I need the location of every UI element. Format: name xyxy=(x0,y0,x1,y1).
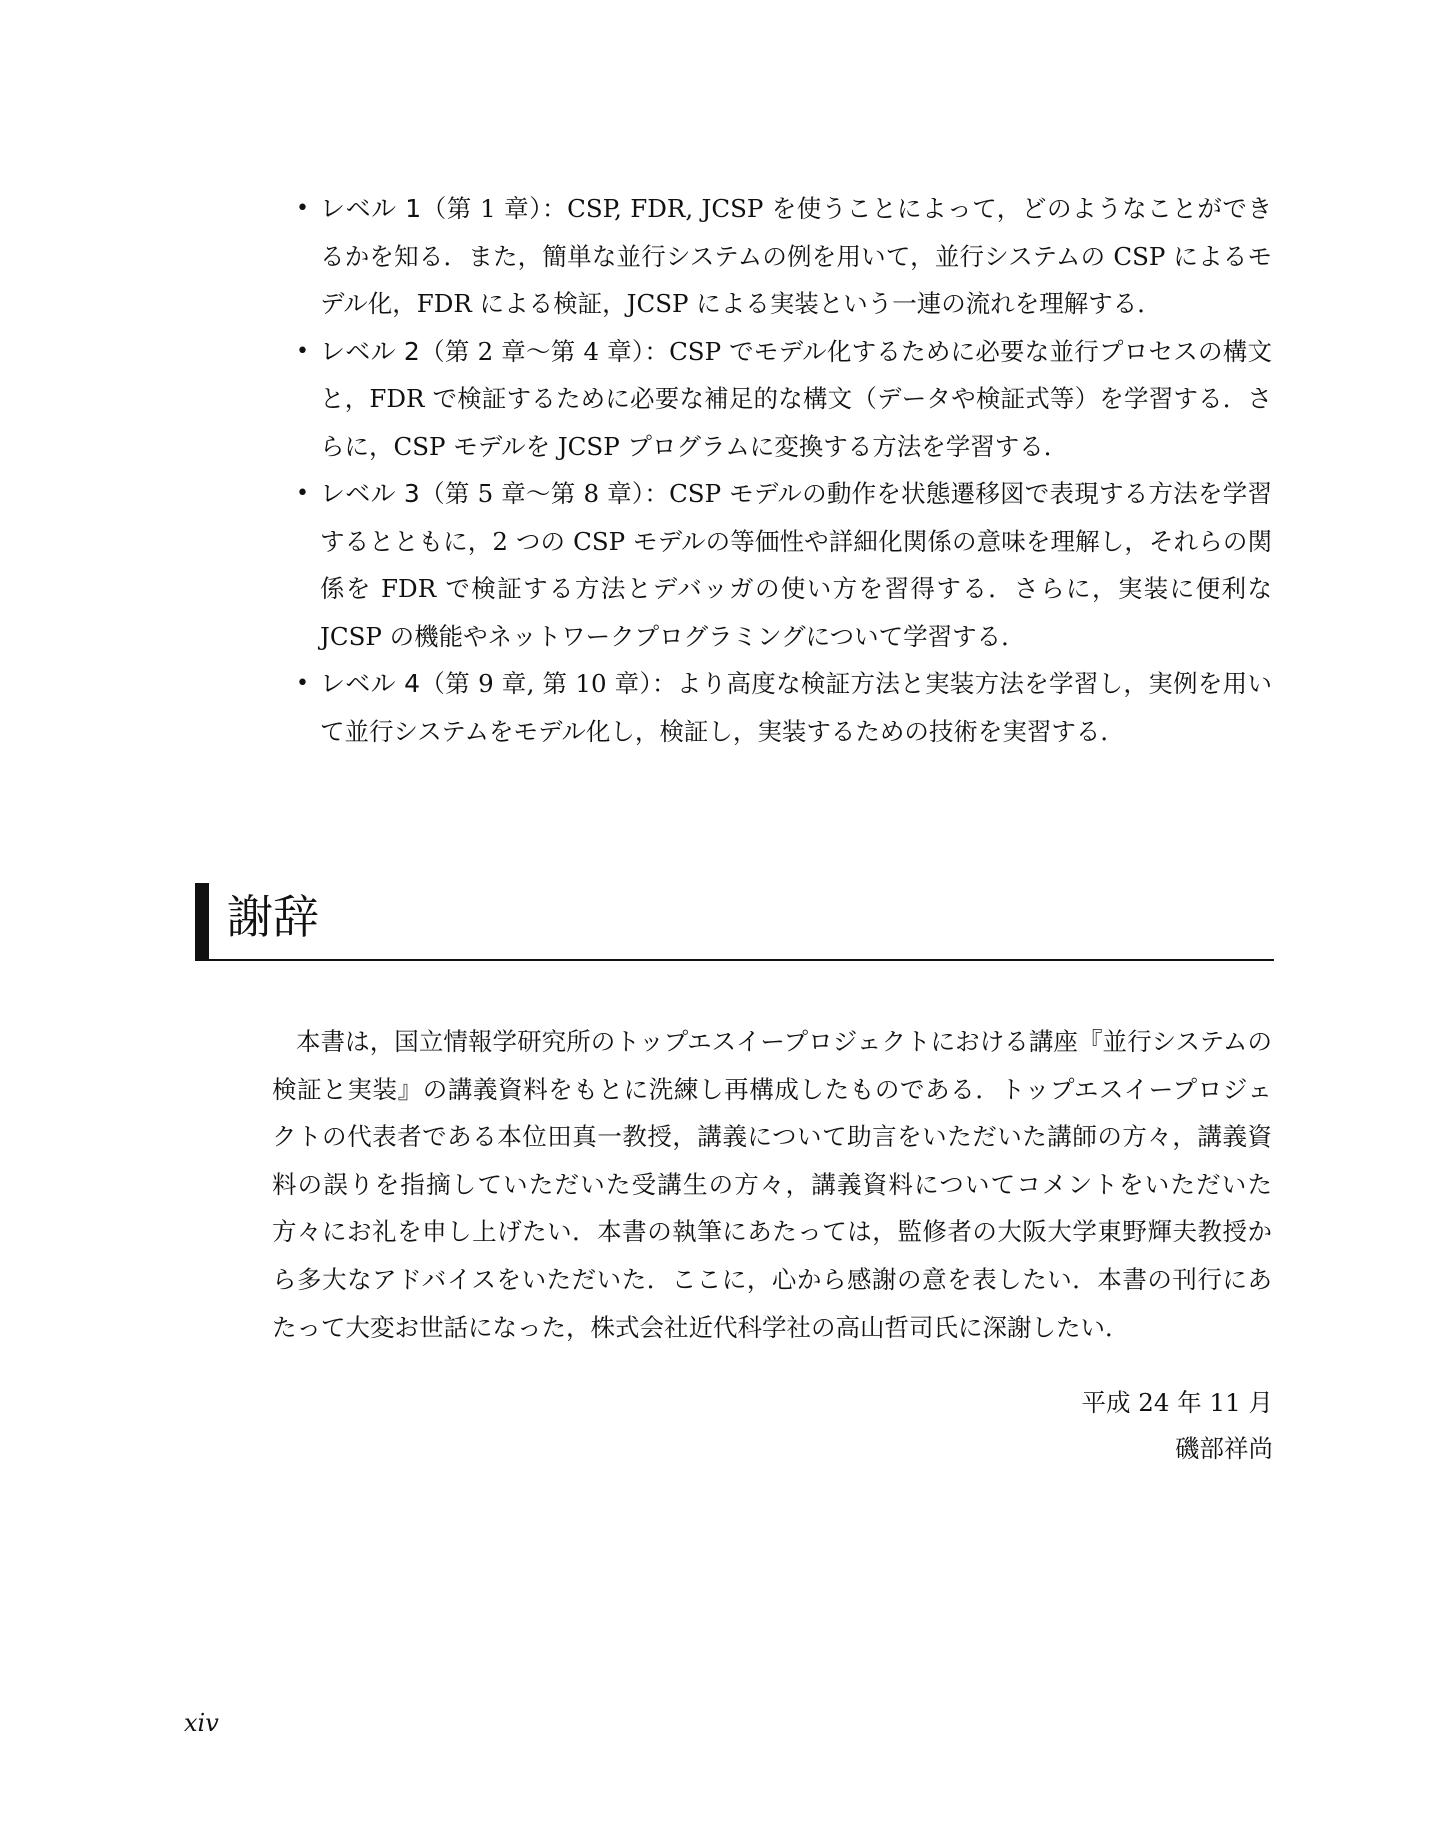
bullet-icon: • xyxy=(296,671,309,696)
level-description: （第 1 章）：CSP, FDR, JCSP を使うことによって，どのようなことができるかを知る．また，簡単な並行システムの例を用いて，並行システムの CSP によるモデル化，FDR による検証，JCSP による実装という一連の流れを理解する． xyxy=(320,194,1272,318)
level-description: （第 2 章〜第 4 章）：CSP でモデル化するために必要な並行プロセスの構文と，FDR で検証するために必要な補足的な構文（データや検証式等）を学習する．さらに，CSP モデルを JCSP プログラムに変換する方法を学習する． xyxy=(320,336,1272,461)
level-name: レベル 3 xyxy=(320,479,420,508)
level-item-3 xyxy=(296,470,1272,660)
signature-date: 平成 24 年 11 月 xyxy=(1081,1388,1273,1417)
section-heading xyxy=(195,883,1274,961)
level-description: （第 9 章, 第 10 章）：より高度な検証方法と実装方法を学習し，実例を用いて並行システムをモデル化し，検証し，実装するための技術を実習する． xyxy=(320,669,1272,746)
acknowledgments-body: 本書は，国立情報学研究所のトップエスイープロジェクトにおける講座『並行システムの検証と実装』の講義資料をもとに洗練し再構成したものである．トップエスイープロジェクトの代表者である本位田真一教授，講義について助言をいただいた講師の方々，講義資料の誤りを指摘していただいた受講生の方々，講義資料についてコメントをいただいた方々にお礼を申し上げたい．本書の執筆にあたっては，監修者の大阪大学東野輝夫教授から多大なアドバイスをいただいた．ここに，心から感謝の意を表したい．本書の刊行にあたって大変お世話になった，株式会社近代科学社の高山哲司氏に深謝したい． xyxy=(272,1027,1272,1342)
bullet-icon: • xyxy=(296,196,309,221)
level-name: レベル 2 xyxy=(320,336,420,366)
signature-block xyxy=(1081,1380,1273,1472)
level-item-2 xyxy=(296,328,1272,471)
level-description: （第 5 章〜第 8 章）：CSP モデルの動作を状態遷移図で表現する方法を学習するとともに，2 つの CSP モデルの等価性や詳細化関係の意味を理解し，それらの関係を FDR で検証する方法とデバッガの使い方を習得する．さらに，実装に便利な JCSP の機能やネットワークプログラミングについて学習する． xyxy=(320,479,1272,651)
level-name: レベル 4 xyxy=(320,669,421,698)
level-item-1 xyxy=(296,185,1272,328)
page-number: xiv xyxy=(184,1709,219,1737)
level-name: レベル 1 xyxy=(320,194,422,223)
level-item-4 xyxy=(296,660,1272,755)
bullet-icon: • xyxy=(296,338,309,364)
section-title: 謝辞 xyxy=(227,890,319,944)
bullet-icon: • xyxy=(296,481,309,506)
heading-bar xyxy=(195,883,209,959)
signature-author: 磯部祥尚 xyxy=(1175,1434,1273,1463)
level-list xyxy=(296,185,1272,755)
